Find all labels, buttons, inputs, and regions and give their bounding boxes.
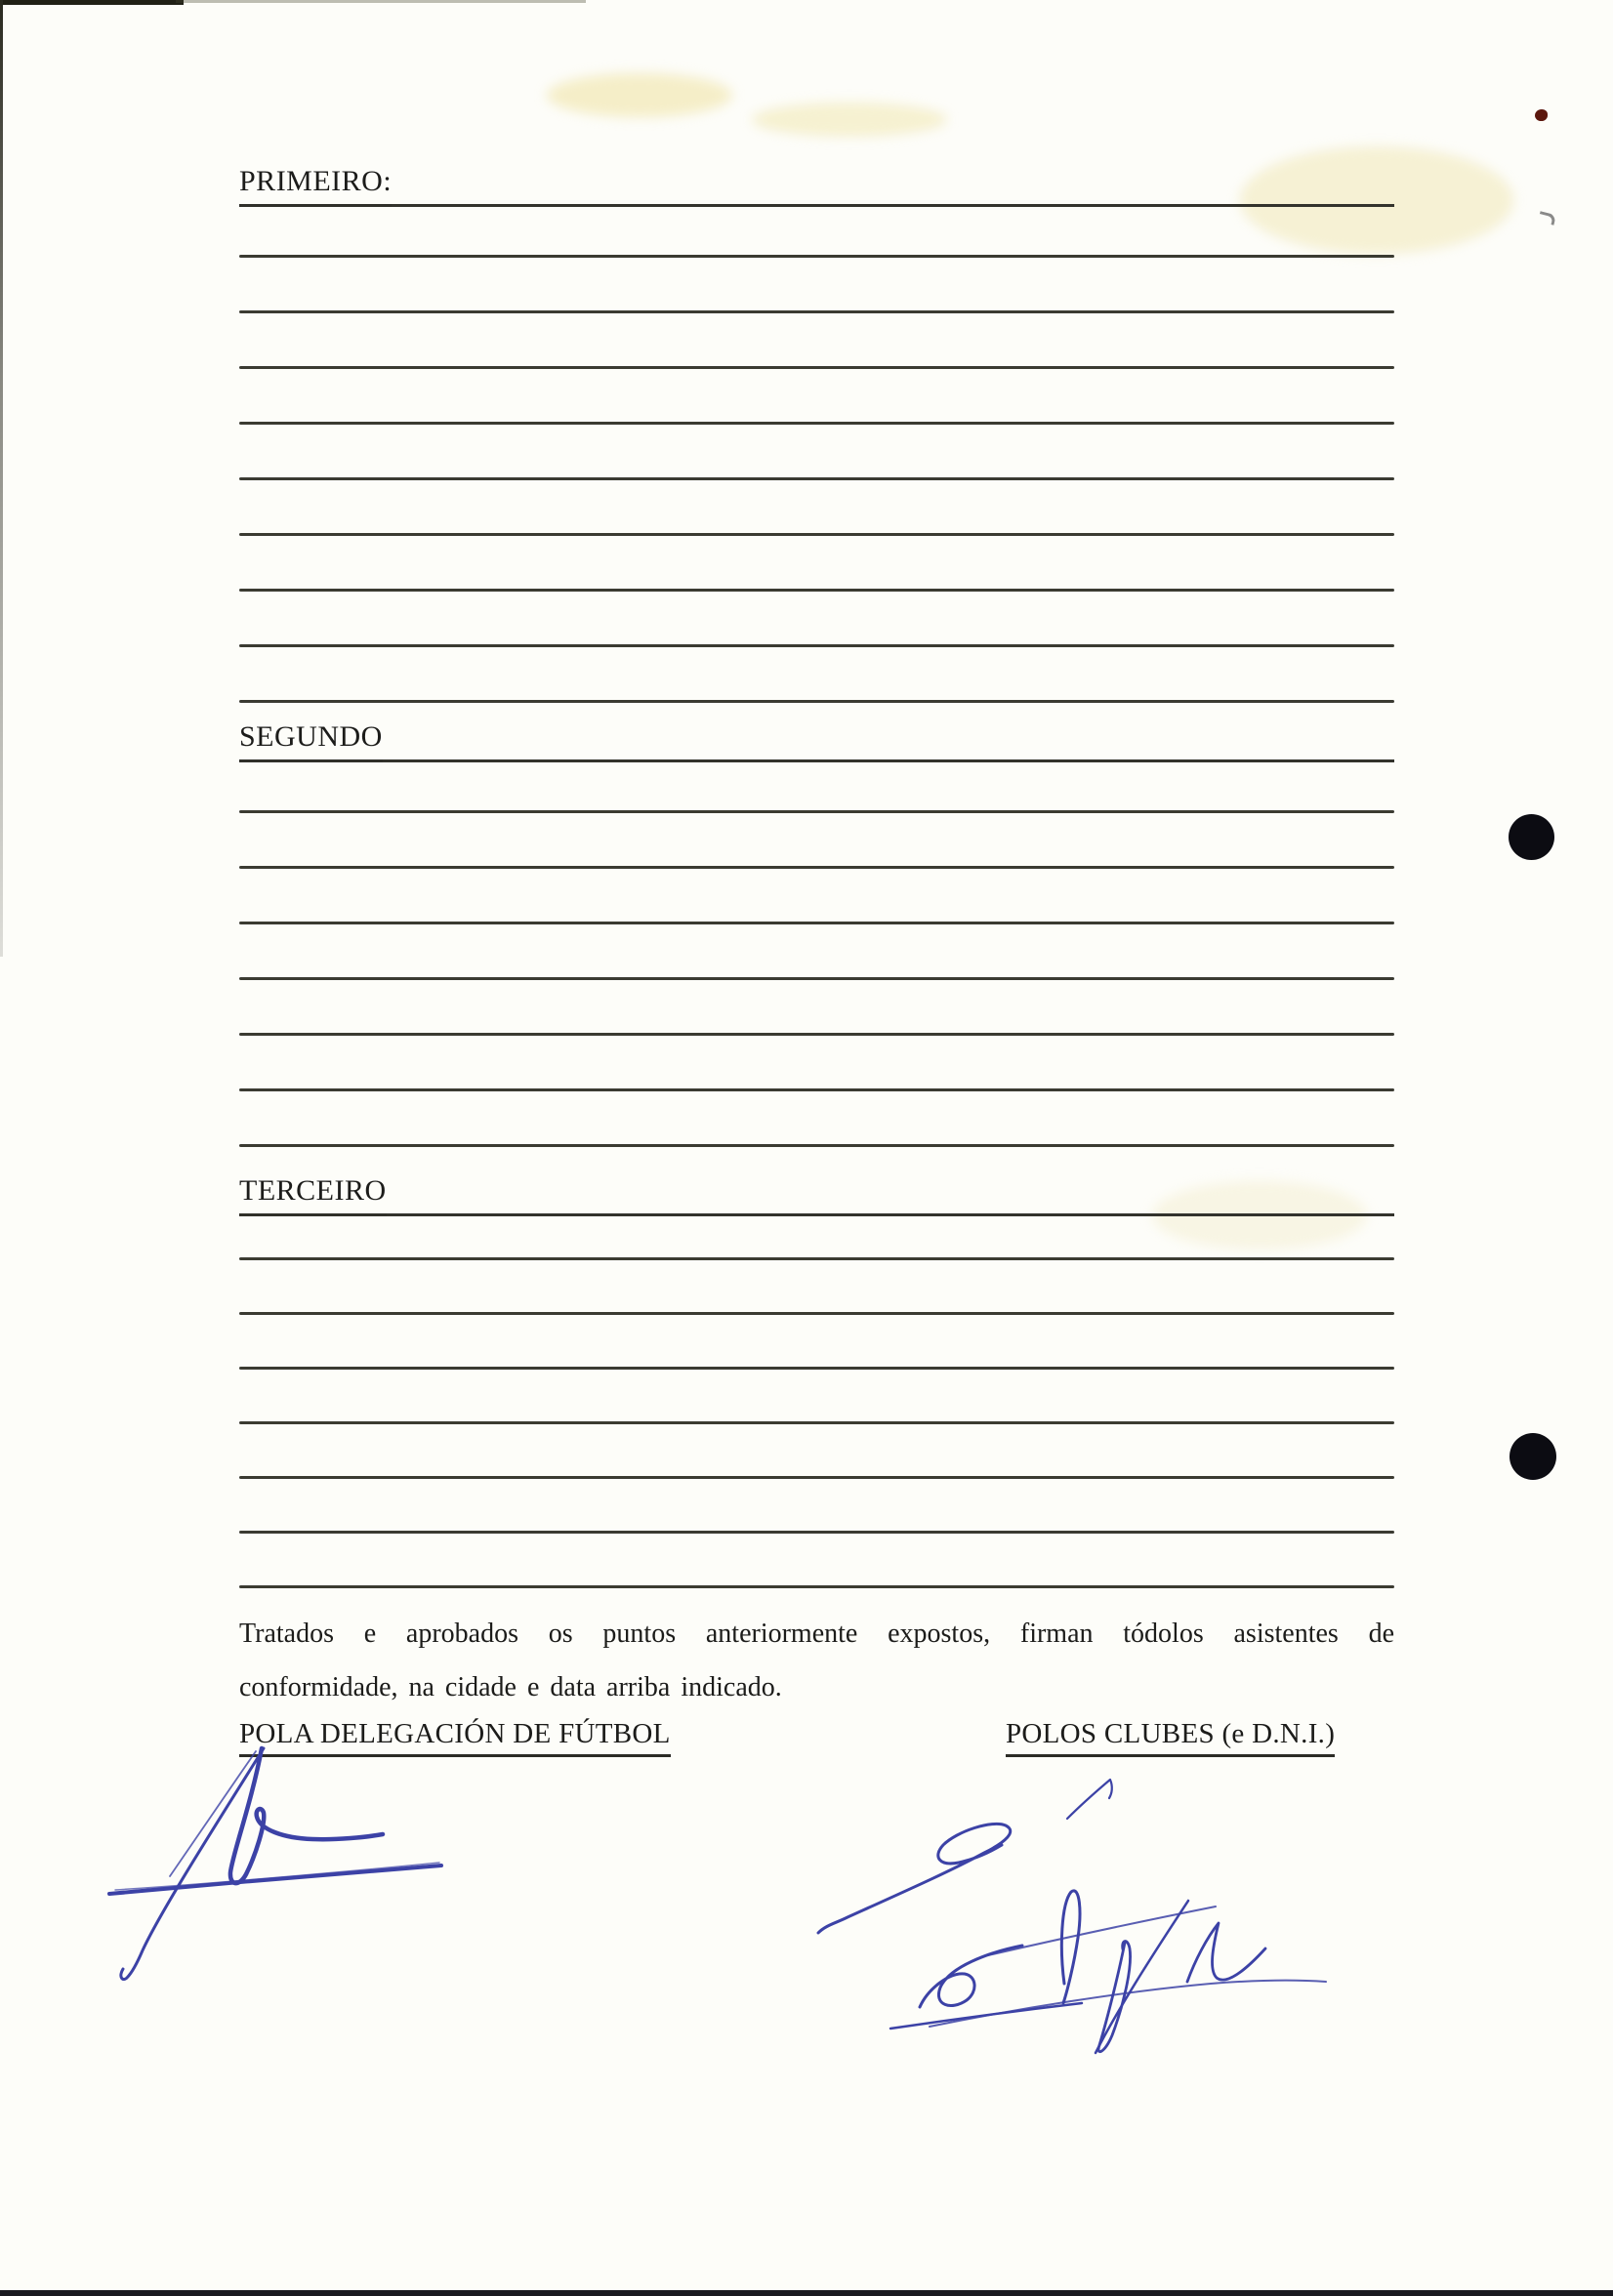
ruled-line bbox=[239, 700, 1394, 703]
ruled-line bbox=[239, 1033, 1394, 1036]
section-label-primeiro: PRIMEIRO: bbox=[239, 164, 392, 207]
ruled-line bbox=[239, 589, 1394, 592]
ruled-line bbox=[239, 533, 1394, 536]
write-in-line bbox=[383, 759, 1394, 762]
paper-stain bbox=[547, 73, 732, 117]
punch-hole-mark bbox=[1509, 814, 1554, 860]
scan-edge-bottom bbox=[0, 2290, 1613, 2296]
signature-delegation bbox=[109, 1748, 441, 1980]
ruled-lines-terceiro bbox=[239, 0, 1394, 2296]
write-in-line bbox=[387, 1213, 1394, 1216]
ruled-line bbox=[239, 810, 1394, 813]
closing-paragraph bbox=[239, 1607, 1394, 1714]
ruled-line bbox=[239, 1531, 1394, 1534]
closing-line-1: Tratados e aprobados os puntos anteriormente expostos, firman tódolos asistentes de bbox=[239, 1619, 1394, 1649]
scan-edge-top-faint bbox=[176, 0, 586, 3]
signature-clubs-lower bbox=[890, 1891, 1326, 2053]
closing-line-2: conformidade, na cidade e data arriba indicado. bbox=[239, 1672, 782, 1702]
ruled-line bbox=[239, 255, 1394, 258]
scan-edge-left bbox=[0, 0, 3, 957]
ruled-line bbox=[239, 366, 1394, 369]
section-label-segundo: SEGUNDO bbox=[239, 719, 383, 762]
section-primeiro-heading bbox=[239, 164, 1394, 207]
red-ink-dot bbox=[1535, 109, 1548, 121]
ruled-line bbox=[239, 1144, 1394, 1147]
section-label-terceiro: TERCEIRO bbox=[239, 1173, 387, 1216]
ruled-line bbox=[239, 1257, 1394, 1260]
paper-stain bbox=[752, 102, 947, 137]
ruled-line bbox=[239, 1088, 1394, 1091]
ruled-lines-segundo bbox=[239, 0, 1394, 2296]
ruled-line bbox=[239, 977, 1394, 980]
stray-pen-mark bbox=[1538, 211, 1556, 226]
ruled-line bbox=[239, 922, 1394, 924]
ruled-line bbox=[239, 644, 1394, 647]
ruled-line bbox=[239, 310, 1394, 313]
ruled-line bbox=[239, 1421, 1394, 1424]
ruled-lines-primeiro bbox=[239, 0, 1394, 2296]
signature-title-clubs: POLOS CLUBES (e D.N.I.) bbox=[1006, 1718, 1335, 1757]
punch-hole-mark bbox=[1510, 1433, 1556, 1480]
section-terceiro-heading bbox=[239, 1173, 1394, 1216]
ruled-line bbox=[239, 422, 1394, 425]
ruled-line bbox=[239, 1476, 1394, 1479]
scan-edge-top bbox=[0, 0, 184, 5]
signature-title-delegation: POLA DELEGACIÓN DE FÚTBOL bbox=[239, 1718, 671, 1757]
ruled-line bbox=[239, 1367, 1394, 1370]
ruled-line bbox=[239, 866, 1394, 869]
ruled-line bbox=[239, 1312, 1394, 1315]
signature-clubs-upper bbox=[818, 1780, 1112, 1933]
ruled-line bbox=[239, 1585, 1394, 1588]
write-in-line bbox=[392, 204, 1394, 207]
section-segundo-heading bbox=[239, 719, 1394, 762]
ruled-line bbox=[239, 477, 1394, 480]
